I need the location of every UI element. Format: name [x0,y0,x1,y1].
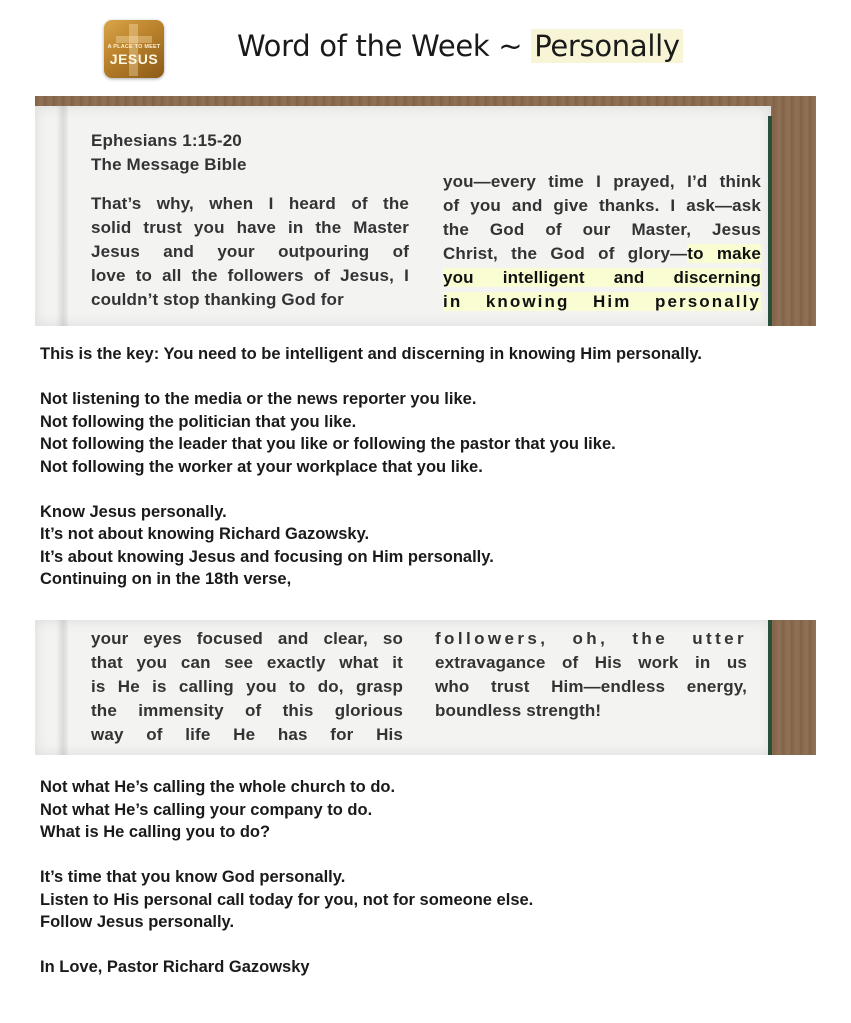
logo-cross-bar [116,36,152,43]
paragraph-line: Not what He’s calling the whole church to do. [40,778,396,796]
paragraph-line: Not what He’s calling your company to do. [40,800,373,819]
verse-highlight: you intelligent and discerning [443,268,761,287]
paragraph-line: It’s about knowing Jesus and focusing on Him personally. [40,547,494,566]
paragraph-line: What is He calling you to do? [40,823,271,841]
paragraph-line [40,478,702,501]
verse-line: who trust Him—endless energy, [435,677,747,696]
verse-line: is He is calling you to do, grasp [91,677,403,696]
verse-translation: The Message Bible [91,155,247,174]
verse-reference: Ephesians 1:15-20 [91,131,242,150]
logo-big-text: JESUS [109,51,159,67]
paragraph-line: Not following the worker at your workplace that you like. [40,457,483,476]
verse-line: Jesus and your outpouring of [91,242,409,261]
title-highlight: Personally [531,29,683,63]
verse-line: the God of our Master, Jesus [443,220,761,239]
verse-line-text: Christ, the God of glory— [443,244,688,263]
paragraph-line: Continuing on in the 18th verse, [40,570,292,588]
bookmark-ribbon [768,620,772,755]
verse-line: followers, oh, the utter [435,629,747,648]
verse-left-column [91,192,409,312]
verse-right-column [443,170,761,314]
verse-right-column [435,627,747,723]
verse-line: love to all the followers of Jesus, I [91,266,409,285]
a-place-to-meet-jesus-logo [104,20,164,78]
paragraph-line: Listen to His personal call today for you, not for someone else. [40,890,534,909]
verse-line: of you and give thanks. I ask—ask [443,196,761,215]
paragraph-line [40,366,702,389]
verse-line: the immensity of this glorious [91,701,403,720]
commentary-section-1 [40,343,702,591]
paragraph-line: It’s not about knowing Richard Gazowsky. [40,525,370,543]
verse-line: extravagance of His work in us [435,653,747,672]
paragraph-line: Follow Jesus personally. [40,913,235,931]
page-fold [56,106,68,326]
verse-line: way of life He has for His [91,725,403,744]
header [0,0,851,96]
verse-highlight: in knowing Him personally [443,292,761,311]
title-prefix: Word of the Week ~ [237,29,532,63]
verse-line: you—every time I prayed, I’d think [443,172,761,191]
logo-cross-icon [129,24,138,76]
page-title [237,29,683,63]
page-fold [56,620,68,755]
paragraph-line: It’s time that you know God personally. [40,868,346,886]
paragraph-line: Not following the politician that you like. [40,412,357,431]
verse-heading [91,129,411,177]
bookmark-ribbon [768,116,772,326]
verse-line: that you can see exactly what it [91,653,403,672]
verse-highlight: to make [687,244,761,263]
signature-line: In Love, Pastor Richard Gazowsky [40,958,310,976]
verse-line [443,242,761,266]
paragraph-line [40,844,533,867]
paragraph-line: Not listening to the media or the news reporter you like. [40,390,477,408]
verse-line: couldn’t stop thanking God for [91,290,344,309]
logo-small-text: A PLACE TO MEET [107,44,161,50]
verse-line: That’s why, when I heard of the [91,194,409,213]
verse-line: your eyes focused and clear, so [91,629,403,648]
paragraph-line: This is the key: You need to be intelligent and discerning in knowing Him personally. [40,345,702,363]
verse-line: solid trust you have in the Master [91,218,409,237]
verse-line: boundless strength! [435,701,602,720]
commentary-section-2 [40,776,533,979]
verse-left-column [91,627,403,747]
paragraph-line: Not following the leader that you like or following the pastor that you like. [40,435,616,453]
paragraph-line [40,934,533,957]
paragraph-line: Know Jesus personally. [40,502,227,521]
